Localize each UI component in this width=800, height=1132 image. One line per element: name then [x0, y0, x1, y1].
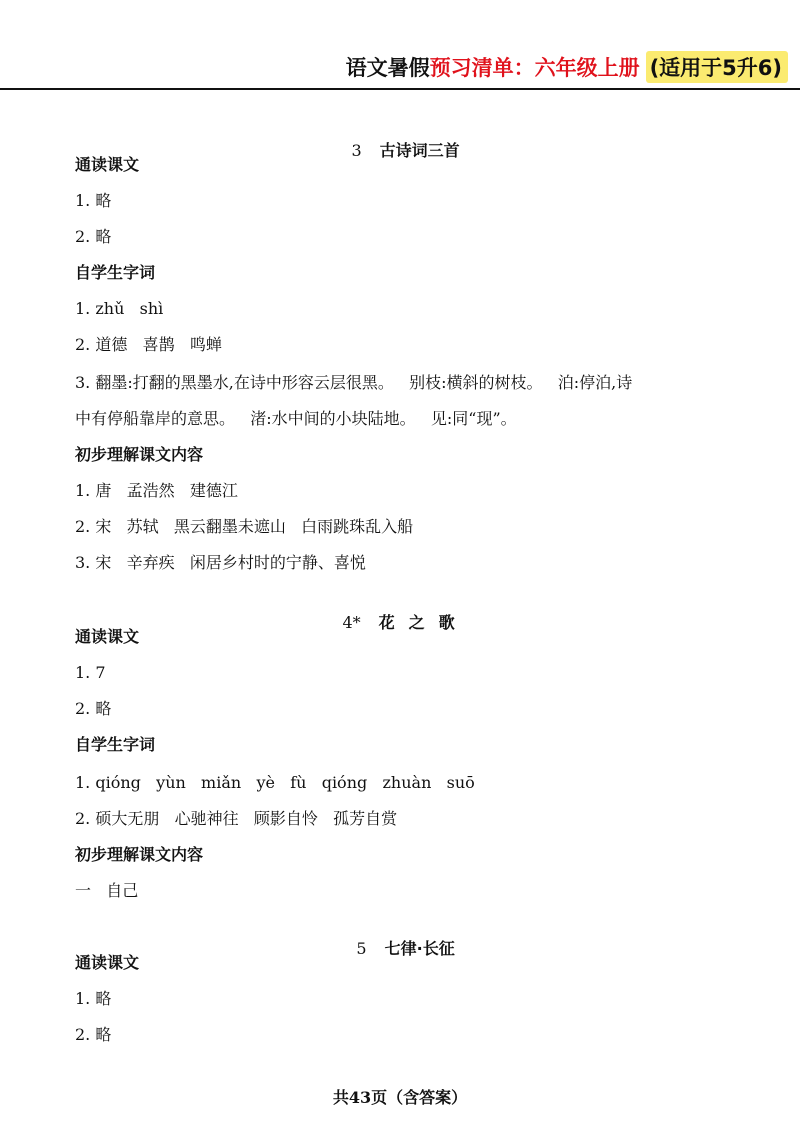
header-divider: [0, 88, 800, 90]
answer-line: 2. 硕大无朋 心驰神往 顾影自怜 孤芳自赏: [75, 809, 398, 828]
answer-line: 1. qióng yùn miǎn yè fù qióng zhuàn suō: [75, 773, 475, 792]
section-title-text: 古诗词三首: [379, 141, 460, 160]
subheading-understanding: 初步理解课文内容: [75, 845, 204, 864]
section-title-text: 花之歌: [378, 613, 469, 632]
answer-line: 1. 略: [75, 989, 112, 1008]
answer-line: 2. 略: [75, 699, 112, 718]
subheading-new-words: 自学生字词: [75, 735, 156, 754]
header-grade-badge: (适用于5升6): [646, 51, 788, 83]
answer-line: 2. 宋 苏轼 黑云翻墨未遮山 白雨跳珠乱入船: [75, 517, 414, 536]
header-title-part2: 预习清单：六年级上册: [429, 56, 640, 80]
answer-line: 3. 宋 辛弃疾 闲居乡村时的宁静、喜悦: [75, 553, 366, 572]
header-title-part1: 语文暑假: [345, 56, 430, 80]
subheading-read-text: 通读课文: [75, 953, 140, 972]
answer-line: 1. zhǔ shì: [75, 299, 164, 318]
section-title-text: 七律·长征: [384, 939, 455, 958]
document-header: [346, 50, 788, 84]
answer-line: 3. 翻墨:打翻的黑墨水,在诗中形容云层很黑。 别枝:横斜的树枝。 泊:停泊,诗: [75, 373, 633, 392]
answer-line-continued: 中有停船靠岸的意思。 渚:水中间的小块陆地。 见:同“现”。: [75, 409, 517, 428]
subheading-new-words: 自学生字词: [75, 263, 156, 282]
answer-line: 1. 唐 孟浩然 建德江: [75, 481, 238, 500]
answer-line: 2. 略: [75, 1025, 112, 1044]
section-number: 4*: [342, 613, 361, 632]
subheading-read-text: 通读课文: [75, 627, 140, 646]
answer-line: 2. 略: [75, 227, 112, 246]
answer-line: 2. 道德 喜鹊 鸣蝉: [75, 335, 222, 354]
subheading-read-text: 通读课文: [75, 155, 140, 174]
section-number: 5: [356, 939, 367, 958]
subheading-understanding: 初步理解课文内容: [75, 445, 204, 464]
answer-line: 一 自己: [75, 881, 139, 900]
answer-line: 1. 7: [75, 663, 106, 682]
section-number: 3: [351, 141, 362, 160]
answer-line: 1. 略: [75, 191, 112, 210]
page-footer: 共43页（含答案）: [332, 1088, 468, 1107]
